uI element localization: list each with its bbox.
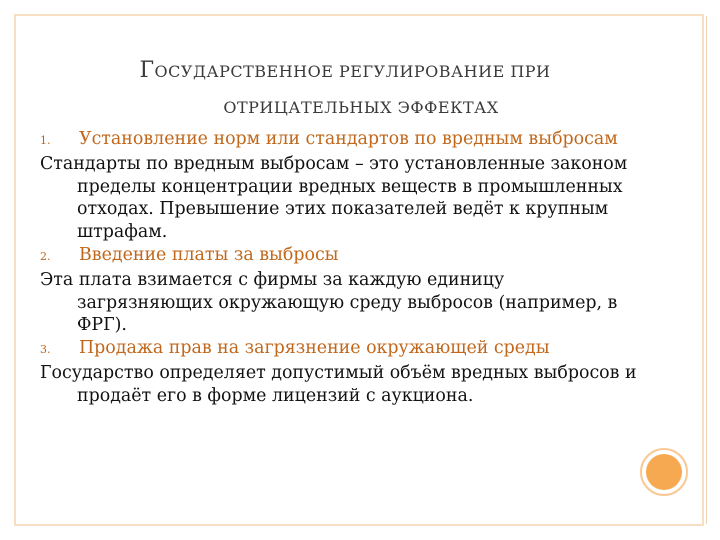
slide-title-line-2: ОТРИЦАТЕЛЬНЫХ ЭФФЕКТАХ [223,98,499,117]
paragraph-1: Стандарты по вредным выбросам – это установленные законом пределы концентрации вредных веществ в промышленных отходах. Превышение этих показателей ведёт к крупным штрафам. [40,153,628,243]
title-initial: Г [139,58,155,83]
numbered-item-2 [40,244,640,269]
paragraph-3: Государство определяет допустимый объём вредных выбросов и продаёт его в форме лицензий с аукциона. [40,362,637,406]
slide-title-line-1 [16,60,674,82]
paragraph-2: Эта плата взимается с фирмы за каждую единицу загрязняющих окружающую среду выбросов (например, в ФРГ). [40,269,618,336]
numbered-item-3 [40,337,640,362]
item-number: 2. [40,249,51,263]
item-number: 3. [40,343,51,357]
item-text: Установление норм или стандартов по вредным выбросам [79,129,618,149]
decorative-circle-icon [640,448,688,496]
item-text: Введение платы за выбросы [79,244,339,265]
frame-divider [706,16,707,524]
decorative-circle-fill [646,454,682,490]
numbered-item-1 [40,128,640,153]
title-rest: ОСУДАРСТВЕННОЕ РЕГУЛИРОВАНИЕ ПРИ [154,62,551,81]
item-number: 1. [40,134,51,147]
slide-body [40,128,640,408]
item-text: Продажа прав на загрязнение окружающей среды [79,338,550,359]
